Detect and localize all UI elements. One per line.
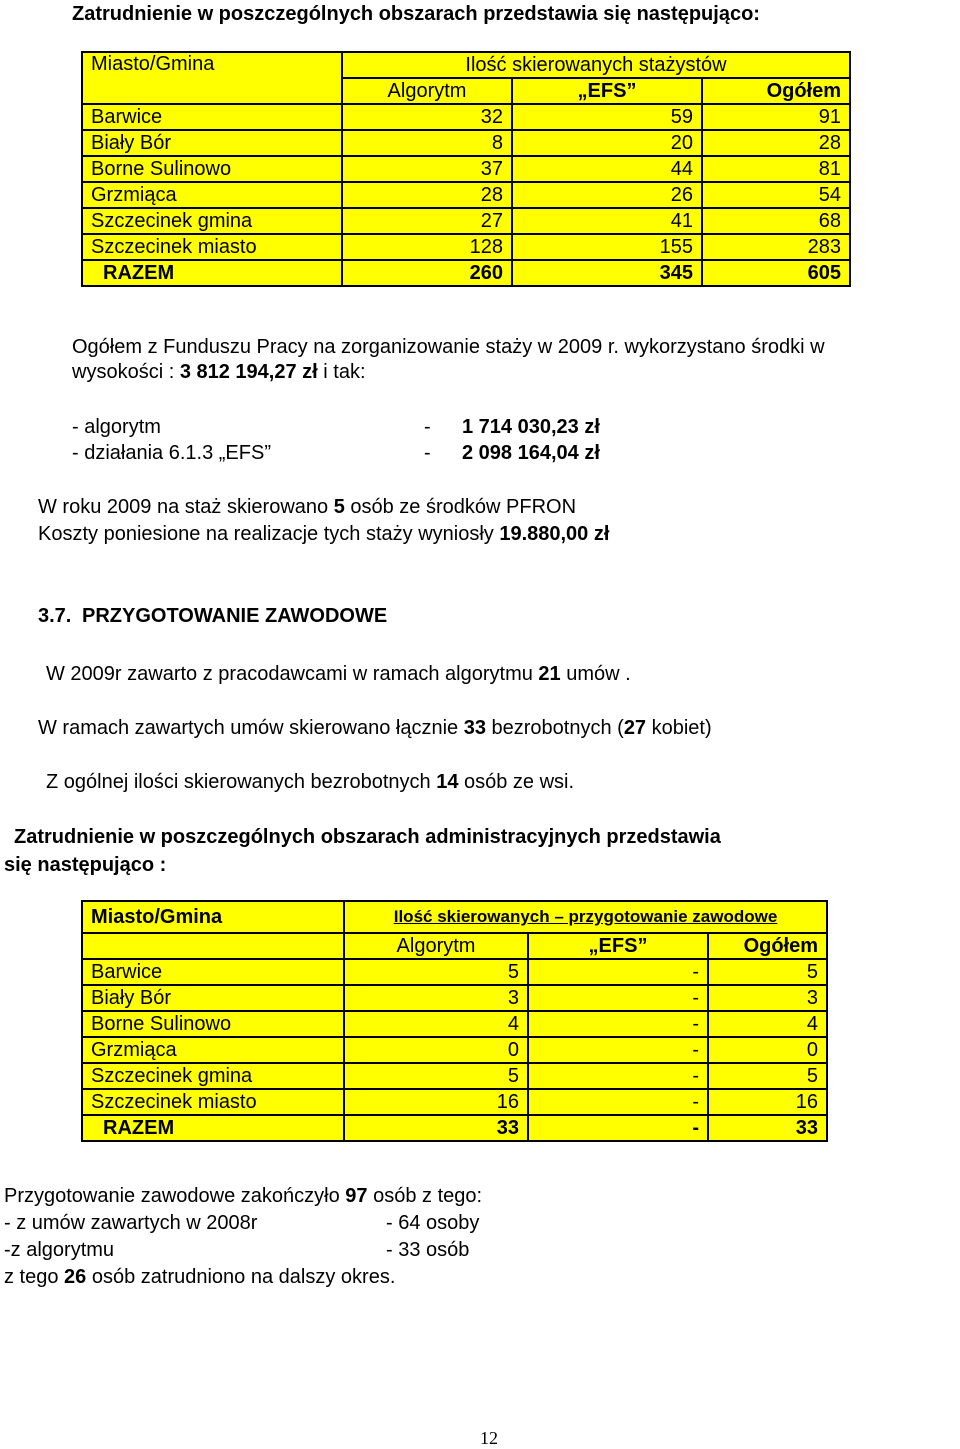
- fp-paragraph-line2: [72, 359, 366, 386]
- pfron-cost-label: Koszty poniesione na realizacje tych staży wyniosły: [38, 523, 500, 545]
- cell-total: 5: [708, 1063, 827, 1089]
- pfron-count: 5: [333, 496, 345, 518]
- cell-algorytm: 37: [342, 156, 512, 182]
- breakdown-item-amount: 1 714 030,23 zł: [462, 416, 600, 438]
- cell-total: 3: [708, 985, 827, 1011]
- pz-text: W 2009r zawarto z pracodawcami w ramach algorytmu: [46, 663, 539, 685]
- table-row: [82, 1089, 827, 1115]
- column-header-group: Ilość skierowanych – przygotowanie zawodowe: [344, 901, 827, 933]
- cell-efs: -: [528, 1089, 708, 1115]
- pz-women-count: 27: [623, 717, 647, 739]
- cell-total: 68: [702, 208, 850, 234]
- table-row: [82, 1063, 827, 1089]
- cell-city: Biały Bór: [82, 130, 342, 156]
- ending-completed-count: 97: [345, 1185, 368, 1207]
- cell-total-total: 33: [708, 1115, 827, 1141]
- ending-algorytm-label: -z algorytmu: [4, 1239, 115, 1261]
- table-row: [82, 208, 850, 234]
- cell-algorytm: 128: [342, 234, 512, 260]
- cell-efs: -: [528, 985, 708, 1011]
- column-header-efs: „EFS”: [512, 78, 702, 104]
- table-row: [82, 130, 850, 156]
- pfron-cost-amount: 19.880,00 zł: [499, 523, 610, 545]
- pz-text-post: umów .: [560, 663, 631, 685]
- breakdown-item-sep: -: [424, 416, 431, 438]
- fp-paragraph-line1: Ogółem z Funduszu Pracy na zorganizowanie staży w 2009 r. wykorzystano środki w: [72, 336, 825, 358]
- cell-efs: 155: [512, 234, 702, 260]
- pz-rural-count: 14: [436, 771, 459, 793]
- pz-text-post: osób ze wsi.: [458, 771, 575, 793]
- pfron-line2: [38, 521, 609, 548]
- ending-line4: [4, 1264, 395, 1291]
- cell-city: Borne Sulinowo: [82, 156, 342, 182]
- cell-algorytm: 32: [342, 104, 512, 130]
- cell-algorytm: 0: [344, 1037, 528, 1063]
- cell-efs: 41: [512, 208, 702, 234]
- pz-text: Z ogólnej ilości skierowanych bezrobotnych: [46, 771, 437, 793]
- cell-algorytm: 5: [344, 959, 528, 985]
- table-subheader-row: [82, 933, 827, 959]
- table-row: [82, 959, 827, 985]
- table-total-row: [82, 260, 850, 286]
- cell-algorytm-total: 33: [344, 1115, 528, 1141]
- ending-contracts-label: - z umów zawartych w 2008r: [4, 1212, 258, 1234]
- pz-text-mid: bezrobotnych (: [485, 717, 624, 739]
- heading-employment-areas: Zatrudnienie w poszczególnych obszarach przedstawia się następująco:: [72, 3, 760, 25]
- pz-text-post: kobiet): [646, 717, 712, 739]
- cell-total-total: 605: [702, 260, 850, 286]
- fp-label: wysokości :: [72, 361, 180, 383]
- pfron-text: W roku 2009 na staż skierowano: [38, 496, 334, 518]
- cell-efs-total: -: [528, 1115, 708, 1141]
- ending-text: Przygotowanie zawodowe zakończyło: [4, 1185, 346, 1207]
- ending-contracts-value: - 64 osoby: [386, 1212, 480, 1234]
- cell-city-total: RAZEM: [82, 1115, 344, 1141]
- cell-city: Szczecinek miasto: [82, 234, 342, 260]
- ending-text-post: osób z tego:: [367, 1185, 483, 1207]
- section-number: 3.7.: [38, 605, 72, 627]
- cell-algorytm: 28: [342, 182, 512, 208]
- breakdown-item-label: - algorytm: [72, 416, 161, 438]
- heading-admin-areas-line2: się następująco :: [4, 854, 167, 876]
- ending-employed-count: 26: [64, 1266, 87, 1288]
- cell-algorytm: 4: [344, 1011, 528, 1037]
- column-header-algorytm: Algorytm: [342, 78, 512, 104]
- table-row: [82, 234, 850, 260]
- table-header-row: [82, 52, 850, 78]
- table-header-row: [82, 901, 827, 933]
- cell-city: Borne Sulinowo: [82, 1011, 344, 1037]
- cell-total: 283: [702, 234, 850, 260]
- ending-text-post: osób zatrudniono na dalszy okres.: [86, 1266, 396, 1288]
- fp-amount: 3 812 194,27 zł: [179, 361, 318, 383]
- heading-admin-areas-line1: Zatrudnienie w poszczególnych obszarach administracyjnych przedstawia: [14, 826, 721, 848]
- page-number: 12: [480, 1428, 498, 1448]
- cell-city: Szczecinek gmina: [82, 208, 342, 234]
- column-header-efs: „EFS”: [528, 933, 708, 959]
- cell-efs: 20: [512, 130, 702, 156]
- cell-city: Grzmiąca: [82, 1037, 344, 1063]
- cell-city: Szczecinek gmina: [82, 1063, 344, 1089]
- vocational-training-table: [81, 900, 828, 1142]
- table-row: [82, 156, 850, 182]
- cell-city: Biały Bór: [82, 985, 344, 1011]
- cell-total: 16: [708, 1089, 827, 1115]
- cell-efs: -: [528, 1037, 708, 1063]
- cell-algorytm: 5: [344, 1063, 528, 1089]
- interns-table: [81, 51, 851, 287]
- ending-algorytm-value: - 33 osób: [386, 1239, 470, 1261]
- table-total-row: [82, 1115, 827, 1141]
- cell-total: 28: [702, 130, 850, 156]
- cell-efs: -: [528, 1063, 708, 1089]
- breakdown-item-amount: 2 098 164,04 zł: [462, 442, 600, 464]
- cell-efs: -: [528, 1011, 708, 1037]
- column-header-ogolem: Ogółem: [708, 933, 827, 959]
- cell-total: 81: [702, 156, 850, 182]
- empty-cell: [82, 933, 344, 959]
- cell-city: Barwice: [82, 104, 342, 130]
- cell-efs: -: [528, 959, 708, 985]
- column-header-algorytm: Algorytm: [344, 933, 528, 959]
- pfron-text-post: osób ze środków PFRON: [344, 496, 577, 518]
- cell-city: Szczecinek miasto: [82, 1089, 344, 1115]
- cell-efs: 59: [512, 104, 702, 130]
- cell-algorytm: 16: [344, 1089, 528, 1115]
- cell-city-total: RAZEM: [82, 260, 342, 286]
- cell-efs: 44: [512, 156, 702, 182]
- cell-efs-total: 345: [512, 260, 702, 286]
- cell-algorytm-total: 260: [342, 260, 512, 286]
- section-title: PRZYGOTOWANIE ZAWODOWE: [82, 605, 388, 627]
- cell-city: Grzmiąca: [82, 182, 342, 208]
- pz-contracts-count: 21: [538, 663, 561, 685]
- fp-suffix: i tak:: [317, 361, 366, 383]
- table-row: [82, 1011, 827, 1037]
- cell-algorytm: 8: [342, 130, 512, 156]
- cell-total: 91: [702, 104, 850, 130]
- cell-total: 54: [702, 182, 850, 208]
- table-row: [82, 985, 827, 1011]
- cell-efs: 26: [512, 182, 702, 208]
- column-header-group: Ilość skierowanych stażystów: [342, 52, 850, 78]
- table-row: [82, 1037, 827, 1063]
- pfron-line1: [38, 494, 576, 521]
- cell-total: 0: [708, 1037, 827, 1063]
- breakdown-item-label: - działania 6.1.3 „EFS”: [72, 442, 271, 464]
- column-header-city: Miasto/Gmina: [82, 52, 342, 104]
- cell-total: 4: [708, 1011, 827, 1037]
- cell-city: Barwice: [82, 959, 344, 985]
- cell-algorytm: 3: [344, 985, 528, 1011]
- breakdown-item-sep: -: [424, 442, 431, 464]
- cell-total: 5: [708, 959, 827, 985]
- pz-unemployed-count: 33: [463, 717, 486, 739]
- column-header-ogolem: Ogółem: [702, 78, 850, 104]
- pz-line2: [38, 715, 712, 742]
- pz-text: W ramach zawartych umów skierowano łącznie: [38, 717, 464, 739]
- ending-text: z tego: [4, 1266, 65, 1288]
- pz-line1: [46, 661, 631, 688]
- pz-line3: [46, 769, 574, 796]
- table-row: [82, 182, 850, 208]
- table-row: [82, 104, 850, 130]
- column-header-city: Miasto/Gmina: [82, 901, 344, 933]
- cell-algorytm: 27: [342, 208, 512, 234]
- ending-line1: [4, 1183, 482, 1210]
